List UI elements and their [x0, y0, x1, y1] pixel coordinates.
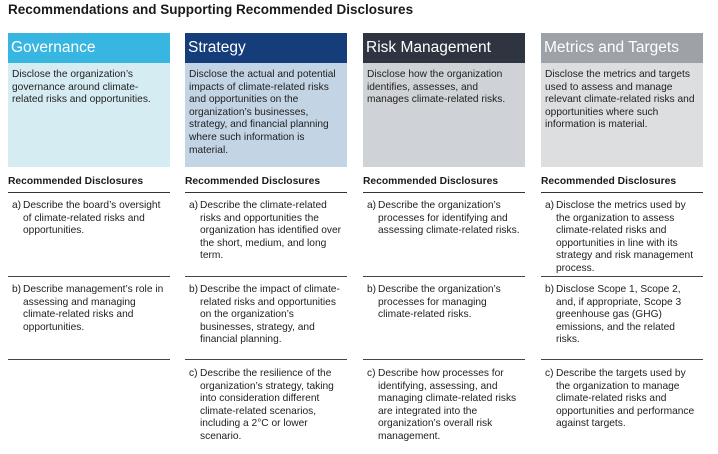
governance-separator-2 [8, 359, 170, 360]
disclosure-key: a) [545, 200, 555, 211]
risk-disclosure-c [363, 368, 525, 444]
governance-disclosure-b [8, 284, 170, 334]
metrics-disclosure-b [541, 284, 703, 347]
strategy-heading: Strategy [185, 33, 347, 63]
governance-rd-title: Recommended Disclosures [8, 176, 144, 187]
strategy-disclosure-c [185, 368, 347, 444]
risk-description: Disclose how the organization identifies, assesses, and manages climate-related risks. [363, 63, 525, 167]
disclosure-text: Disclose Scope 1, Scope 2, and, if appropriate, Scope 3 greenhouse gas (GHG) emissions, and the related risks. [556, 284, 682, 346]
disclosure-key: b) [189, 284, 199, 295]
risk-rd-rule [363, 192, 525, 193]
disclosure-key: c) [367, 368, 376, 379]
governance-rd-rule [8, 192, 170, 193]
metrics-disclosure-c [541, 368, 703, 431]
column-strategy [185, 33, 347, 442]
strategy-disclosure-b [185, 284, 347, 347]
column-governance [8, 33, 170, 333]
strategy-separator-1 [185, 276, 347, 277]
column-metrics-targets [541, 33, 703, 430]
governance-separator-1 [8, 276, 170, 277]
metrics-heading: Metrics and Targets [541, 33, 703, 63]
disclosure-key: c) [545, 368, 554, 379]
metrics-disclosure-a [541, 200, 703, 276]
strategy-rd-title: Recommended Disclosures [185, 176, 321, 187]
column-risk-management [363, 33, 525, 442]
metrics-separator-1 [541, 276, 703, 277]
disclosure-text: Describe the targets used by the organization to manage climate-related risks and opportunities and performance against targets. [556, 368, 695, 430]
metrics-rd-rule [541, 192, 703, 193]
disclosure-text: Describe the organization’s processes for identifying and assessing climate-related risks. [378, 200, 520, 237]
governance-heading: Governance [8, 33, 170, 63]
disclosure-text: Describe how processes for identifying, assessing, and managing climate-related risks are integrated into the organization’s overall risk management. [378, 368, 517, 442]
metrics-description: Disclose the metrics and targets used to assess and manage relevant climate-related risks and opportunities where such information is material. [541, 63, 703, 167]
disclosure-key: b) [545, 284, 555, 295]
disclosure-text: Describe the resilience of the organization’s strategy, taking into consideration different climate-related scenarios, including a 2°C or lower scenario. [200, 368, 334, 442]
disclosure-key: b) [12, 284, 22, 295]
disclosure-text: Describe the impact of climate-related risks and opportunities on the organization’s businesses, strategy, and financial planning. [200, 284, 340, 346]
risk-separator-1 [363, 276, 525, 277]
strategy-separator-2 [185, 359, 347, 360]
risk-separator-2 [363, 359, 525, 360]
disclosure-text: Disclose the metrics used by the organization to assess climate-related risks and opportunities in line with its strategy and risk management process. [556, 200, 694, 274]
metrics-rd-title: Recommended Disclosures [541, 176, 677, 187]
disclosure-key: a) [367, 200, 377, 211]
governance-description: Disclose the organization’s governance around climate-related risks and opportunities. [8, 63, 170, 167]
governance-disclosure-a [8, 200, 170, 238]
disclosure-text: Describe management’s role in assessing and managing climate-related risks and opportunities. [23, 284, 164, 333]
page-title: Recommendations and Supporting Recommended Disclosures [8, 2, 414, 17]
metrics-separator-2 [541, 359, 703, 360]
disclosure-key: c) [189, 368, 198, 379]
risk-disclosure-a [363, 200, 525, 238]
disclosure-key: b) [367, 284, 377, 295]
disclosure-text: Describe the climate-related risks and opportunities the organization has identified over the short, medium, and long term. [200, 200, 342, 262]
disclosure-text: Describe the board’s oversight of climate-related risks and opportunities. [23, 200, 161, 237]
risk-heading: Risk Management [363, 33, 525, 63]
strategy-description: Disclose the actual and potential impacts of climate-related risks and opportunities on the organization’s businesses, strategy, and financial planning where such information is material. [185, 63, 347, 167]
disclosure-text: Describe the organization’s processes for managing climate-related risks. [378, 284, 501, 321]
disclosure-key: a) [189, 200, 199, 211]
strategy-disclosure-a [185, 200, 347, 263]
disclosure-key: a) [12, 200, 22, 211]
risk-disclosure-b [363, 284, 525, 322]
strategy-rd-rule [185, 192, 347, 193]
risk-rd-title: Recommended Disclosures [363, 176, 499, 187]
